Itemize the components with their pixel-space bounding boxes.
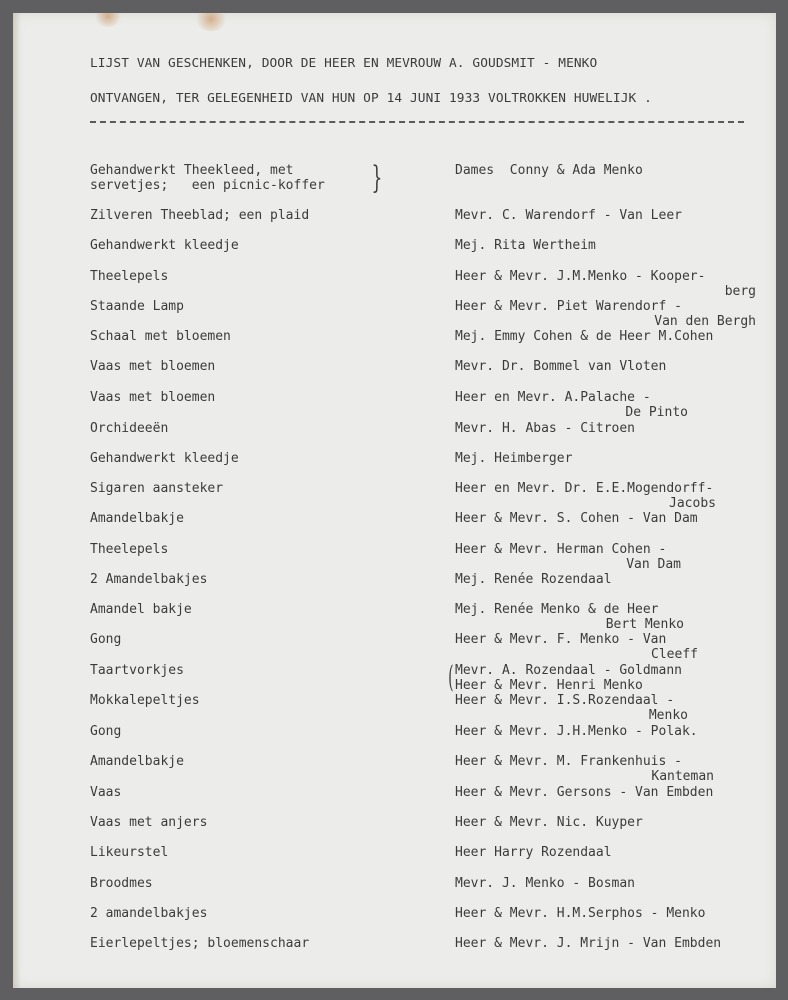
gift-giver: Heer & Mevr. J.M.Menko - Kooper- <box>455 269 706 284</box>
stain-mark <box>93 13 123 27</box>
gift-item: Zilveren Theeblad; een plaid <box>90 208 310 223</box>
gift-giver: Mej. Rita Wertheim <box>455 238 596 253</box>
document-heading-line-2: ONTVANGEN, TER GELEGENHEID VAN HUN OP 14 JUNI 1933 VOLTROKKEN HUWELIJK . <box>90 91 652 106</box>
gift-giver: Heer & Mevr. J. Mrijn - Van Embden <box>455 936 722 951</box>
gift-giver: Heer & Mevr. I.S.Rozendaal - <box>455 693 675 708</box>
gift-giver: Mej. Renée Rozendaal <box>455 572 612 587</box>
gift-item: Amandelbakje <box>90 511 184 526</box>
gift-item: Orchideeën <box>90 421 169 436</box>
gift-giver: Heer & Mevr. J.H.Menko - Polak. <box>455 724 698 739</box>
gift-item: Gong <box>90 724 122 739</box>
gift-item: 2 Amandelbakjes <box>90 572 208 587</box>
gift-giver: Mevr. A. Rozendaal - Goldmann <box>455 663 682 678</box>
gift-giver-continued: Jacobs <box>669 496 716 511</box>
gift-giver: Heer & Mevr. H.M.Serphos - Menko <box>455 906 706 921</box>
gift-giver-continued: Van den Bergh <box>654 314 756 329</box>
gift-giver: Mej. Renée Menko & de Heer <box>455 602 659 617</box>
gift-item: Schaal met bloemen <box>90 329 231 344</box>
gift-item: Theelepels <box>90 269 169 284</box>
document-page <box>13 13 776 988</box>
gift-giver-second: Heer & Mevr. Henri Menko <box>455 678 643 693</box>
gift-giver: Mej. Heimberger <box>455 451 573 466</box>
gift-giver-continued: De Pinto <box>625 405 688 420</box>
brace-mark: } <box>371 160 383 196</box>
gift-item: Gong <box>90 632 122 647</box>
gift-giver-continued: Van Dam <box>626 557 681 572</box>
document-heading-line-1: LIJST VAN GESCHENKEN, DOOR DE HEER EN MEVROUW A. GOUDSMIT - MENKO <box>90 56 598 71</box>
bracket-mark: ( <box>448 660 454 695</box>
gift-giver-continued: Menko <box>648 708 688 723</box>
gift-item: Amandel bakje <box>90 602 192 617</box>
gift-giver: Heer & Mevr. Herman Cohen - <box>455 542 667 557</box>
gift-item: Vaas <box>90 785 122 800</box>
gift-item: Gehandwerkt Theekleed, met <box>90 163 294 178</box>
gift-item: Vaas met anjers <box>90 815 208 830</box>
gift-giver: Mej. Emmy Cohen & de Heer M.Cohen <box>455 329 714 344</box>
gift-giver: Mevr. Dr. Bommel van Vloten <box>455 359 667 374</box>
gift-item: Gehandwerkt kleedje <box>90 238 239 253</box>
gift-item: Amandelbakje <box>90 754 184 769</box>
gift-giver: Heer & Mevr. Nic. Kuyper <box>455 815 643 830</box>
gift-giver: Heer Harry Rozendaal <box>455 845 612 860</box>
gift-giver-continued: Cleeff <box>651 647 698 662</box>
gift-item: Sigaren aansteker <box>90 481 224 496</box>
gift-item: Taartvorkjes <box>90 663 184 678</box>
gift-giver: Mevr. C. Warendorf - Van Leer <box>455 208 682 223</box>
gift-giver: Mevr. H. Abas - Citroen <box>455 421 636 436</box>
gift-item: Gehandwerkt kleedje <box>90 451 239 466</box>
dashed-divider <box>90 121 744 123</box>
gift-giver-continued: berg <box>724 284 756 299</box>
gift-item: servetjes; een picnic-koffer <box>90 178 325 193</box>
gift-giver: Mevr. J. Menko - Bosman <box>455 876 636 891</box>
gift-giver: Heer & Mevr. Gersons - Van Embden <box>455 785 714 800</box>
gift-giver: Heer & Mevr. F. Menko - Van <box>455 632 667 647</box>
gift-giver-continued: Bert Menko <box>605 617 684 632</box>
gift-giver: Heer en Mevr. A.Palache - <box>455 390 651 405</box>
gift-item: Staande Lamp <box>90 299 184 314</box>
gift-giver: Heer & Mevr. M. Frankenhuis - <box>455 754 682 769</box>
gift-giver: Heer & Mevr. Piet Warendorf - <box>455 299 682 314</box>
gift-item: Vaas met bloemen <box>90 390 216 405</box>
gift-item: Vaas met bloemen <box>90 359 216 374</box>
gift-giver: Heer en Mevr. Dr. E.E.Mogendorff- <box>455 481 714 496</box>
stain-mark <box>193 13 229 31</box>
gift-item: Mokkalepeltjes <box>90 693 200 708</box>
gift-item: Likeurstel <box>90 845 169 860</box>
gift-giver-continued: Kanteman <box>651 769 714 784</box>
gift-item: Broodmes <box>90 876 153 891</box>
gift-giver: Dames Conny & Ada Menko <box>455 163 643 178</box>
gift-item: 2 amandelbakjes <box>90 906 208 921</box>
gift-item: Eierlepeltjes; bloemenschaar <box>90 936 310 951</box>
gift-giver: Heer & Mevr. S. Cohen - Van Dam <box>455 511 698 526</box>
gift-item: Theelepels <box>90 542 169 557</box>
paper-edge-shading <box>13 13 21 988</box>
